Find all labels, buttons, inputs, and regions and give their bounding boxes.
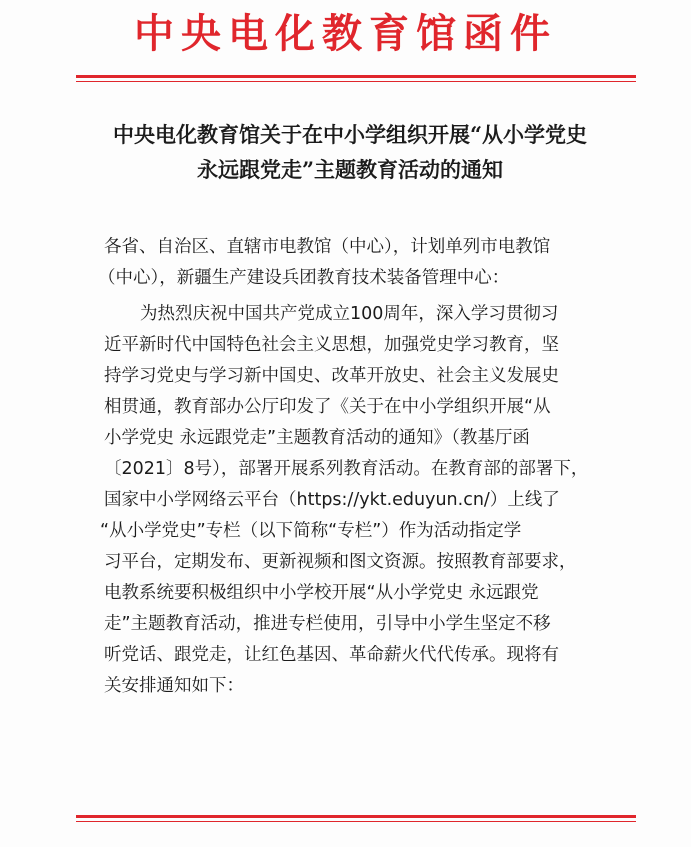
body-line: 听党话、跟党走，让红色基因、革命薪火代代传承。现将有 [104, 645, 559, 665]
body-line: 持学习党史与学习新中国史、改革开放史、社会主义发展史 [104, 366, 559, 386]
letterhead-title: 中央电化教育馆函件 [134, 10, 557, 57]
divider-thin-line [76, 821, 636, 822]
body-line: 走”主题教育活动，推进专栏使用，引导中小学生坚定不移 [104, 614, 551, 634]
body-line: 习平台，定期发布、更新视频和图文资源。按照教育部要求， [104, 552, 577, 572]
body-line: 相贯通，教育部办公厅印发了《关于在中小学组织开展“从 [104, 397, 551, 417]
body-line: 近平新时代中国特色社会主义思想，加强党史学习教育，坚 [104, 335, 559, 355]
footer-divider [76, 815, 636, 822]
body-line: 小学党史 永远跟党走”主题教育活动的通知》（教基厅函 [104, 428, 530, 448]
body-line-paragraph-start: 为热烈庆祝中国共产党成立100周年，深入学习贯彻习 [140, 304, 559, 324]
document-title-line-1: 中央电化教育馆关于在中小学组织开展“从小学党史 [112, 122, 588, 147]
divider-thick-line [76, 75, 636, 78]
body-line: 〔2021〕8号），部署开展系列教育活动。在教育部的部署下， [104, 459, 589, 479]
body-line-addressee-1: 各省、自治区、直辖市电教馆（中心），计划单列市电教馆 [104, 237, 551, 257]
divider-thick-line [76, 815, 636, 818]
divider-thin-line [76, 81, 636, 82]
letterhead-divider [76, 75, 636, 82]
body-line: 国家中小学网络云平台（https://ykt.eduyun.cn/）上线了 [104, 490, 560, 510]
body-line: 电教系统要积极组织中小学校开展“从小学党史 永远跟党 [104, 583, 539, 603]
body-line: “从小学党史”专栏（以下简称“专栏”）作为活动指定学 [100, 521, 522, 541]
document-body [98, 232, 624, 702]
document-title-line-2: 永远跟党走”主题教育活动的通知 [196, 157, 504, 182]
body-line-addressee-2: （中心），新疆生产建设兵团教育技术装备管理中心： [98, 268, 510, 288]
body-line: 关安排通知如下： [104, 676, 244, 696]
